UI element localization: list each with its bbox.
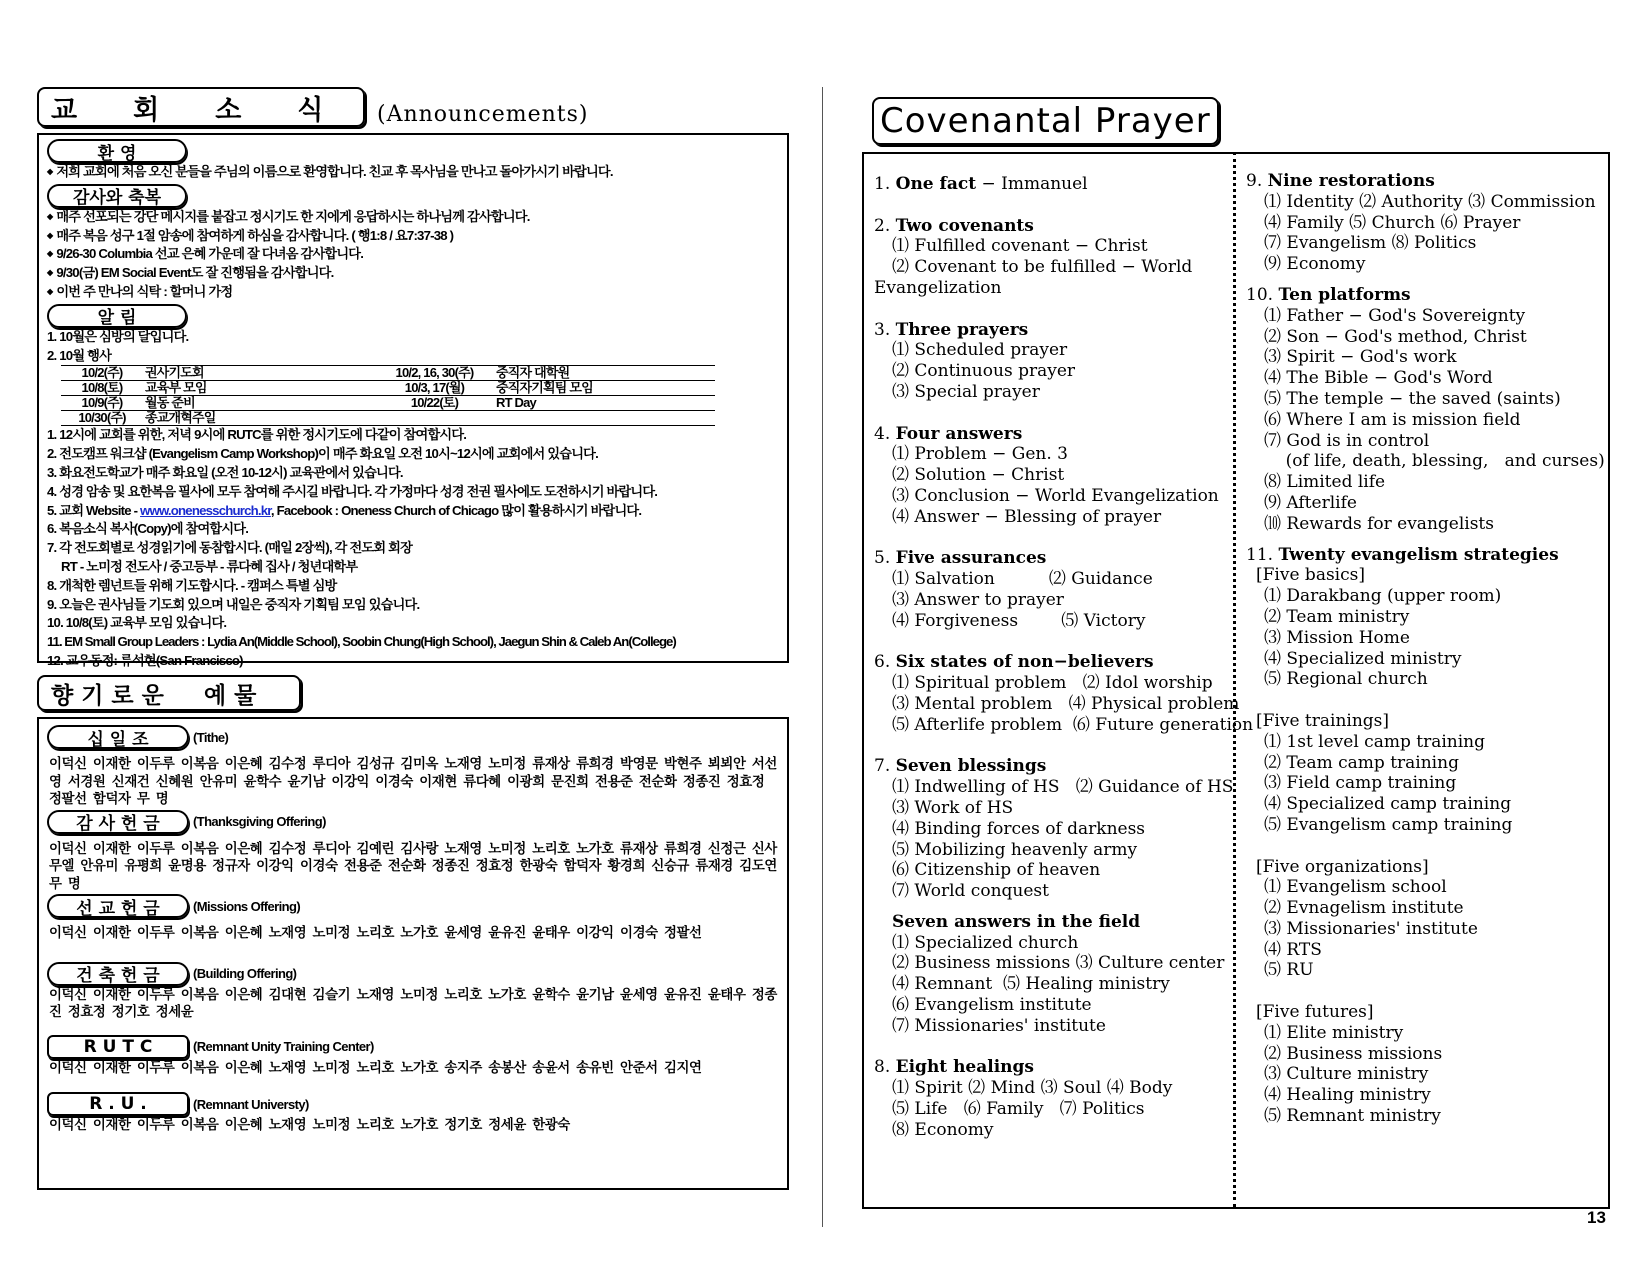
title-char: 교: [51, 94, 78, 126]
list-item: ⑶ Missionaries' institute: [1264, 918, 1478, 939]
list-item: ⑴ Specialized church: [892, 932, 1079, 953]
thanksgiving-label: 감 사 헌 금: [47, 810, 189, 834]
title-char: 소: [215, 94, 242, 126]
section-heading: Nine restorations: [1267, 171, 1435, 191]
section-heading: One fact: [895, 174, 977, 194]
table-cell: 10/30(주): [61, 411, 143, 426]
list-item: ⑵ Business missions ⑶ Culture center: [892, 953, 1225, 974]
notice-line: RT - 노미정 전도사 / 중고등부 - 류다혜 집사 / 청년대학부: [61, 558, 358, 574]
table-cell: 종교개혁주일: [143, 411, 375, 426]
list-item: ⑺ God is in control: [1264, 430, 1430, 451]
section-number: 9.: [1246, 171, 1263, 191]
website-suffix: , Facebook : Oneness Church of Chicago 많이 활용하시기 바랍니다.: [270, 502, 642, 518]
list-item: ⑻ Economy: [892, 1119, 994, 1140]
list-item: ⑽ Rewards for evangelists: [1264, 513, 1494, 534]
section-title: [874, 320, 1229, 341]
notice-line: 4. 성경 암송 및 요한복음 필사에 모두 참여해 주시길 바랍니다. 각 가정마다 성경 전권 필사에도 도전하시기 바랍니다.: [47, 483, 658, 499]
prayer-section: [874, 320, 1229, 403]
table-row: [61, 366, 715, 381]
list-item: ⑵ Team ministry: [1264, 606, 1410, 627]
prayer-column-right: [1246, 171, 1605, 1127]
prayer-section: [1246, 545, 1601, 1127]
section-number: 6.: [874, 652, 891, 673]
offerings-heading-row: [37, 675, 789, 711]
list-item: ⑴ Scheduled prayer: [892, 340, 1068, 361]
section-title: [874, 652, 1229, 673]
section-title: [874, 174, 1229, 195]
section-number: 10.: [1246, 284, 1274, 305]
thanksgiving-sub: (Thanksgiving Offering): [193, 814, 326, 829]
prayer-section: [1246, 284, 1605, 535]
list-item: ⑴ Evangelism school: [1264, 877, 1447, 898]
list-item: ⑷ Forgiveness ⑸ Victory: [892, 610, 1146, 631]
list-item: ⑸ Afterlife problem ⑹ Future generation: [892, 714, 1254, 735]
list-item: ⑷ Specialized camp training: [1264, 794, 1512, 815]
list-item: ⑸ Evangelism camp training: [1264, 814, 1513, 835]
list-item: ⑶ Spirit − God's work: [1264, 347, 1457, 368]
website-link[interactable]: www.onenesschurch.kr: [140, 502, 271, 518]
list-item: ⑴ 1st level camp training: [1264, 731, 1485, 752]
prayer-section: [874, 548, 1229, 631]
list-item: ⑶ Field camp training: [1264, 773, 1457, 794]
table-cell: 권사기도회: [143, 366, 375, 381]
group-label: [Five trainings]: [1256, 710, 1390, 731]
list-item: ⑷ RTS: [1264, 939, 1322, 960]
prayer-column-left: [874, 174, 1254, 1141]
list-item: ⑴ Spirit ⑵ Mind ⑶ Soul ⑷ Body: [892, 1078, 1173, 1099]
notice-line: 2. 전도캠프 워크샵 (Evangelism Camp Workshop)이 매주 화요일 오전 10시~12시에 교회에서 있습니다.: [47, 446, 598, 462]
prayer-section: [1246, 171, 1601, 275]
page-divider: [822, 87, 823, 1227]
table-cell: [375, 411, 494, 426]
list-item: ⑶ Work of HS: [892, 797, 1014, 818]
notice-line: 6. 복음소식 복사(Copy)에 참여합시다.: [47, 521, 249, 537]
thanks-line: ◆ 9/30(금) EM Social Event도 잘 진행됨을 감사합니다.: [47, 264, 779, 283]
table-cell: 10/8(토): [61, 381, 143, 396]
section-heading: Two covenants: [895, 215, 1034, 236]
list-item: ⑺ Missionaries' institute: [892, 1015, 1106, 1036]
welcome-line: ◆ 저희 교회에 처음 오신 분들을 주님의 이름으로 환영합니다. 친교 후 목사님을 만나고 돌아가시기 바랍니다.: [47, 163, 779, 182]
list-item: ⑵ Continuous prayer: [892, 361, 1076, 382]
title-char: 식: [297, 94, 324, 126]
announcements-heading-row: [37, 87, 789, 127]
section-heading: Six states of non−believers: [895, 652, 1154, 673]
thanks-line: ◆ 매주 복음 성구 1절 암송에 참여하게 하심을 감사합니다. ( 행1:8 / 요7:37-38 ): [47, 227, 779, 246]
table-cell: 중직자기획팀 모임: [494, 381, 715, 396]
section-number: 8.: [874, 1057, 891, 1078]
prayer-section: [874, 216, 1229, 299]
list-item: ⑷ Answer − Blessing of prayer: [892, 506, 1162, 527]
table-cell: 10/2, 16, 30(주): [375, 366, 494, 381]
section-heading: Seven answers in the field: [892, 911, 1141, 932]
list-item: ⑴ Fulfilled covenant − Christ: [892, 236, 1148, 257]
list-item: ⑶ Special prayer: [892, 381, 1040, 402]
title-char: 회: [133, 94, 160, 126]
notice-label: 알 림: [47, 304, 187, 328]
table-cell: RT Day: [494, 396, 715, 411]
section-title: [874, 912, 1229, 933]
list-item: ⑹ Where I am is mission field: [1264, 409, 1521, 430]
list-item: ⑸ Mobilizing heavenly army: [892, 839, 1138, 860]
list-item: ⑵ Business missions: [1264, 1043, 1443, 1064]
notice-line: 10. 10/8(토) 교육부 모임 있습니다.: [47, 615, 227, 631]
list-item: ⑸ The temple − the saved (saints): [1264, 388, 1561, 409]
thanksgiving-names: 이덕신 이재한 이두루 이복음 이은혜 김수정 루디아 김예린 김사랑 노재영 노미정 노리호 노가호 류재상 류희경 신정근 신사무엘 안유미 유평희 윤명용 정규자 이강익 이경숙 전용준 전순화 정종진 정효정 한광숙 함덕자 황경희 신승규 류재경 김도연 무 명: [49, 840, 777, 891]
list-item: (of life, death, blessing, and curses): [1264, 451, 1605, 472]
notice-line: 11. EM Small Group Leaders : Lydia An(Middle School), Soobin Chung(High School), Jaegun Shin & Caleb An(College): [47, 634, 676, 650]
list-item: ⑵ Evnagelism institute: [1264, 898, 1464, 919]
notice-line: 1. 12시에 교회를 위한, 저녁 9시에 RUTC를 위한 정시기도에 다같이 참여합시다.: [47, 427, 467, 443]
notice-line: 7. 각 전도회별로 성경읽기에 동참합시다. (매일 2장씩), 각 전도회 회장: [47, 540, 413, 556]
section-number: 4.: [874, 423, 891, 444]
list-item: ⑸ Life ⑹ Family ⑺ Politics: [892, 1099, 1145, 1120]
section-heading: Seven blessings: [895, 756, 1047, 777]
section-heading: Three prayers: [895, 319, 1029, 340]
list-item: ⑶ Culture ministry: [1264, 1064, 1429, 1085]
missions-names: 이덕신 이재한 이두루 이복음 이은혜 노재영 노미정 노리호 노가호 윤세영 윤유진 윤태우 이강익 이경숙 정팔선: [49, 925, 702, 940]
section-heading: Four answers: [895, 423, 1023, 444]
list-item: ⑵ Covenant to be fulfilled − World: [892, 257, 1193, 278]
section-heading: Twenty evangelism strategies: [1278, 544, 1559, 565]
notice-line: 9. 오늘은 권사님들 기도회 있으며 내일은 중직자 기획팀 모임 있습니다.: [47, 596, 420, 612]
tithe-names: 이덕신 이재한 이두루 이복음 이은혜 김수정 루디아 김성규 김미옥 노재영 노미정 류재상 류희경 박영문 박현주 뵈뵈안 서선영 서경원 신재건 신혜원 안유미 윤학수 윤기남 이강익 이경숙 이재현 류다혜 이광희 문진희 전용준 전순화 정종진 정효정 정팔선 함덕자 무 명: [49, 756, 777, 806]
list-item: ⑷ Specialized ministry: [1264, 648, 1462, 669]
announcements-box: [37, 133, 789, 668]
list-item: ⑵ Son − God's method, Christ: [1264, 326, 1527, 347]
ru-sub: (Remnant Universty): [193, 1096, 309, 1112]
table-cell: 10/3, 17(월): [375, 381, 494, 396]
section-title: [874, 756, 1229, 777]
prayer-section: [874, 174, 1229, 195]
list-item: ⑸ RU: [1264, 960, 1314, 981]
list-item: ⑴ Spiritual problem ⑵ Idol worship: [892, 673, 1213, 694]
list-item: ⑻ Limited life: [1264, 472, 1386, 493]
prayer-title: Covenantal Prayer: [872, 97, 1219, 145]
building-names: 이덕신 이재한 이두루 이복음 이은혜 김대현 김슬기 노재영 노미정 노리호 노가호 윤학수 윤기남 윤세영 윤유진 윤태우 정종진 정효정 정기호 정세윤: [49, 986, 777, 1019]
group-label: [Five futures]: [1256, 1002, 1374, 1023]
announcements-title: [51, 88, 323, 127]
section-title: [1246, 285, 1601, 306]
table-cell: [494, 411, 715, 426]
table-cell: 월동 준비: [143, 396, 375, 411]
prayer-section: [874, 424, 1229, 528]
list-item: ⑸ Remnant ministry: [1264, 1106, 1441, 1127]
section-suffix: − Immanuel: [976, 174, 1088, 194]
prayer-section: [874, 652, 1254, 735]
rutc-names: 이덕신 이재한 이두루 이복음 이은혜 노재영 노미정 노리호 노가호 송지주 송봉산 송윤서 송유빈 안준서 김지연: [49, 1059, 702, 1075]
section-title: [1246, 171, 1601, 192]
section-number: 5.: [874, 548, 891, 569]
list-item: ⑴ Indwelling of HS ⑵ Guidance of HS: [892, 777, 1234, 798]
list-item: ⑷ Healing ministry: [1264, 1085, 1431, 1106]
list-item: ⑼ Afterlife: [1264, 492, 1357, 513]
list-item: ⑴ Darakbang (upper room): [1264, 586, 1502, 607]
page-number: 13: [1587, 1208, 1606, 1227]
section-number: 11.: [1246, 544, 1274, 565]
section-title: [874, 424, 1229, 445]
list-item: ⑶ Answer to prayer: [892, 589, 1064, 610]
offerings-title-box: [37, 675, 301, 711]
table-cell: 10/9(주): [61, 396, 143, 411]
welcome-label: 환 영: [47, 139, 187, 163]
list-item: ⑹ Evangelism institute: [892, 995, 1092, 1016]
offerings-box: [37, 717, 789, 1190]
ru-names: 이덕신 이재한 이두루 이복음 이은혜 노재영 노미정 노리호 노가호 정기호 정세윤 한광숙: [49, 1117, 570, 1132]
tithe-sub: (Tithe): [193, 729, 229, 745]
section-heading: Five assurances: [895, 548, 1047, 569]
table-cell: 교육부 모임: [143, 381, 375, 396]
notice-line: 8. 개척한 렘넌트들 위해 기도합시다. - 캠퍼스 특별 심방: [47, 577, 337, 593]
website-prefix: 5. 교회 Website -: [47, 502, 141, 518]
table-cell: 중직자 대학원: [494, 366, 715, 381]
rutc-label: R U T C: [47, 1035, 189, 1059]
table-row: [61, 396, 715, 411]
list-item: ⑷ Binding forces of darkness: [892, 818, 1146, 839]
announcements-title-box: [37, 87, 365, 127]
section-title: [874, 548, 1229, 569]
notice-line: 3. 화요전도학교가 매주 화요일 (오전 10-12시) 교육관에서 있습니다.: [47, 464, 403, 480]
notice-line: 1. 10월은 심방의 달입니다.: [47, 328, 189, 344]
table-cell: 10/22(토): [375, 396, 494, 411]
section-number: 2.: [874, 215, 891, 236]
table-row: [61, 411, 715, 426]
list-item: ⑷ Remnant ⑸ Healing ministry: [892, 974, 1170, 995]
list-item: ⑷ Family ⑸ Church ⑹ Prayer: [1264, 212, 1521, 233]
section-title: [874, 1057, 1229, 1078]
section-number: 7.: [874, 756, 891, 777]
prayer-section: [874, 912, 1229, 1037]
notice-line: 12. 교우동정: 류석현(San Francisco): [47, 652, 243, 668]
section-title: [874, 216, 1229, 237]
thanks-label: 감사와 축복: [47, 184, 187, 208]
list-item: ⑺ World conquest: [892, 881, 1049, 902]
list-item: ⑴ Salvation ⑵ Guidance: [892, 569, 1153, 590]
announcements-subtitle: (Announcements): [377, 102, 589, 127]
list-item: ⑶ Mission Home: [1264, 627, 1410, 648]
notice-line: 2. 10월 행사: [47, 347, 112, 363]
rutc-sub: (Remnant Unity Training Center): [193, 1039, 374, 1054]
thanks-line: ◆ 매주 선포되는 강단 메시지를 붙잡고 정시기도 한 지에게 응답하시는 하나님께 감사합니다.: [47, 208, 779, 227]
section-heading: Eight healings: [895, 1057, 1034, 1078]
list-item: ⑸ Regional church: [1264, 669, 1428, 690]
building-sub: (Building Offering): [193, 966, 297, 981]
list-item: ⑴ Elite ministry: [1264, 1022, 1404, 1043]
tithe-label: 십 일 조: [47, 725, 189, 749]
column-divider: [1233, 152, 1236, 1207]
thanks-line: ◆ 이번 주 만나의 식탁 : 할머니 가정: [47, 283, 779, 302]
list-item: ⑵ Team camp training: [1264, 752, 1459, 773]
october-schedule-table: [61, 365, 715, 426]
table-row: [61, 381, 715, 396]
section-number: 1.: [874, 174, 891, 194]
list-item: ⑵ Solution − Christ: [892, 465, 1065, 486]
list-item: ⑼ Economy: [1264, 254, 1366, 275]
building-label: 건 축 헌 금: [47, 962, 189, 986]
section-heading: Ten platforms: [1278, 284, 1411, 305]
list-item: Evangelization: [874, 277, 1002, 298]
prayer-section: [874, 756, 1234, 902]
left-page: [37, 87, 789, 1190]
section-number: 3.: [874, 319, 891, 340]
group-label: [Five organizations]: [1256, 856, 1429, 877]
offerings-title: 향기로운 예물: [51, 682, 265, 709]
missions-sub: (Missions Offering): [193, 898, 301, 914]
ru-label: R . U .: [47, 1092, 189, 1116]
list-item: ⑶ Mental problem ⑷ Physical problem: [892, 693, 1240, 714]
list-item: ⑺ Evangelism ⑻ Politics: [1264, 233, 1477, 254]
section-title: [1246, 545, 1601, 566]
notice-line-website: [47, 502, 779, 521]
thanks-line: ◆ 9/26-30 Columbia 선교 은혜 가운데 잘 다녀옴 감사합니다.: [47, 245, 779, 264]
list-item: ⑴ Father − God's Sovereignty: [1264, 305, 1526, 326]
list-item: ⑴ Problem − Gen. 3: [892, 444, 1068, 465]
list-item: ⑷ The Bible − God's Word: [1264, 368, 1493, 389]
list-item: ⑴ Identity ⑵ Authority ⑶ Commission: [1264, 191, 1596, 212]
list-item: ⑶ Conclusion − World Evangelization: [892, 485, 1219, 506]
table-cell: 10/2(주): [61, 366, 143, 381]
group-label: [Five basics]: [1256, 565, 1365, 586]
list-item: ⑹ Citizenship of heaven: [892, 860, 1101, 881]
missions-label: 선 교 헌 금: [47, 894, 189, 918]
prayer-section: [874, 1057, 1229, 1140]
